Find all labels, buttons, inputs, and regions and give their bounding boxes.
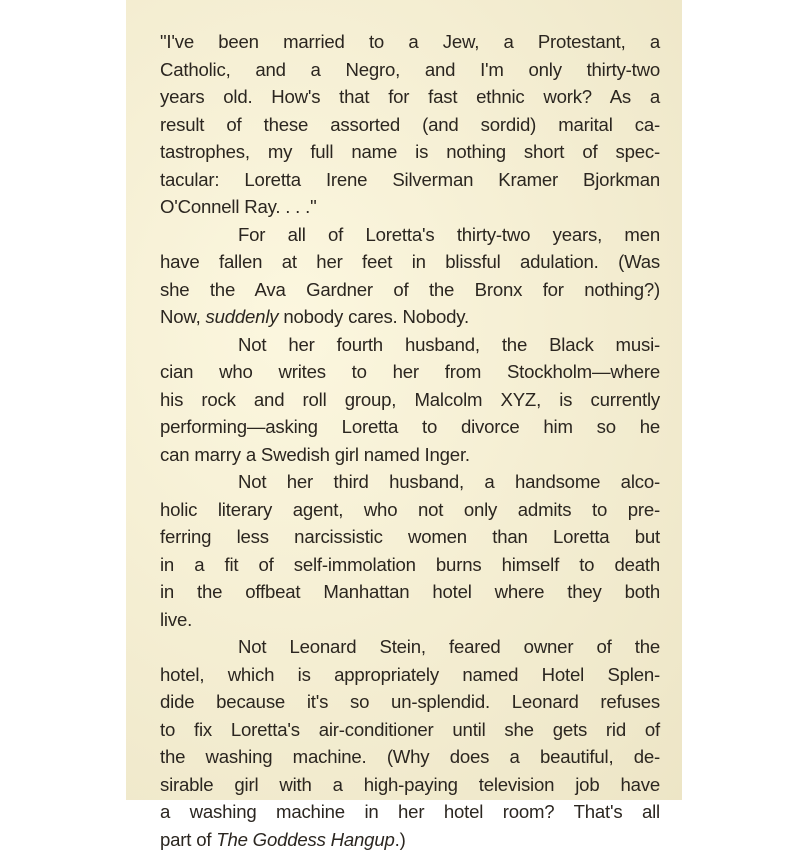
text-line: Not her third husband, a handsome alco- [160, 468, 660, 496]
text-run: nobody cares. Nobody. [278, 306, 469, 327]
book-title: The Goddess Hangup [216, 829, 394, 850]
text-line: the washing machine. (Why does a beautiful, de- [160, 743, 660, 771]
paragraph-1 [160, 28, 660, 221]
text-line: result of these assorted (and sordid) marital ca- [160, 111, 660, 139]
text-run: .) [395, 829, 406, 850]
text-line [160, 826, 660, 853]
text-line: to fix Loretta's air-conditioner until she gets rid of [160, 716, 660, 744]
text-line: dide because it's so un-splendid. Leonard refuses [160, 688, 660, 716]
text-line: can marry a Swedish girl named Inger. [160, 441, 660, 469]
body-text [160, 28, 660, 853]
text-line: a washing machine in her hotel room? That's all [160, 798, 660, 826]
text-line: years old. How's that for fast ethnic work? As a [160, 83, 660, 111]
paragraph-2 [160, 221, 660, 331]
text-line: live. [160, 606, 660, 634]
text-line: performing—asking Loretta to divorce him so he [160, 413, 660, 441]
paragraph-3 [160, 331, 660, 469]
text-line: O'Connell Ray. . . ." [160, 193, 660, 221]
text-line: "I've been married to a Jew, a Protestant, a [160, 28, 660, 56]
text-line: Not her fourth husband, the Black musi- [160, 331, 660, 359]
text-line: tacular: Loretta Irene Silverman Kramer Bjorkman [160, 166, 660, 194]
text-line: ferring less narcissistic women than Loretta but [160, 523, 660, 551]
text-line: she the Ava Gardner of the Bronx for nothing?) [160, 276, 660, 304]
text-line: cian who writes to her from Stockholm—where [160, 358, 660, 386]
text-line: sirable girl with a high-paying television job have [160, 771, 660, 799]
text-run: part of [160, 829, 216, 850]
book-page [126, 0, 682, 800]
text-line: Not Leonard Stein, feared owner of the [160, 633, 660, 661]
text-line: Catholic, and a Negro, and I'm only thirty-two [160, 56, 660, 84]
text-line: holic literary agent, who not only admits to pre- [160, 496, 660, 524]
text-line: hotel, which is appropriately named Hotel Splen- [160, 661, 660, 689]
text-run: Now, [160, 306, 206, 327]
text-line: in a fit of self-immolation burns himself to death [160, 551, 660, 579]
paragraph-4 [160, 468, 660, 633]
paragraph-5 [160, 633, 660, 853]
italic-text: suddenly [206, 306, 279, 327]
text-line [160, 303, 660, 331]
text-line: have fallen at her feet in blissful adulation. (Was [160, 248, 660, 276]
text-line: his rock and roll group, Malcolm XYZ, is currently [160, 386, 660, 414]
text-line: tastrophes, my full name is nothing short of spec- [160, 138, 660, 166]
text-line: For all of Loretta's thirty-two years, men [160, 221, 660, 249]
text-line: in the offbeat Manhattan hotel where they both [160, 578, 660, 606]
